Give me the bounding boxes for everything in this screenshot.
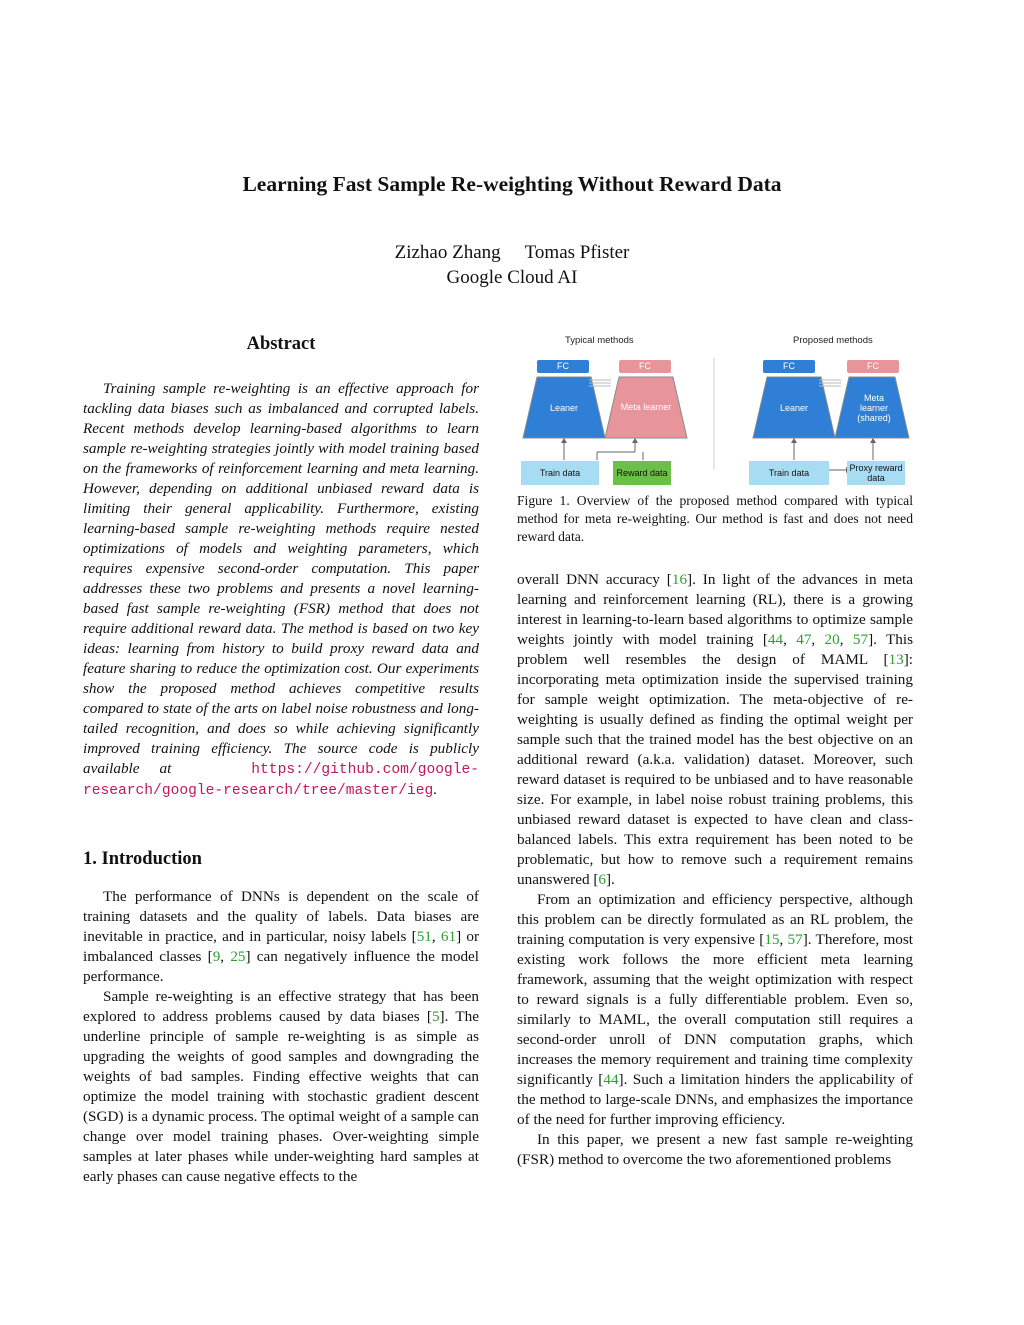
citation-link[interactable]: 61 bbox=[440, 928, 457, 945]
paragraph: overall DNN accuracy [16]. In light of the advances in meta learning and reinforcement learning (RL), there is a growing interest in learning-to-learn based algorithms to optimize sample weights jointly with model training [44, 47, 20, 57]. This problem well resembles the design of MAML [13]: incorporating meta optimization inside the supervised training for sample weight optimization. The meta-objective of re-weighting is usually defined as finding the optimal weight per sample such that the trained model has the best objective on an additional reward (a.k.a. validation) dataset. Moreover, such reward dataset is required to be unbiased and to have reasonable size. For example, in label noise robust training problems, this unbiased reward dataset is expected to have clean and class-balanced labels. This extra requirement has been noted to be problematic, but how to remove such a requirement remains unanswered [6]. bbox=[517, 571, 914, 888]
affiliation: Google Cloud AI bbox=[446, 267, 578, 288]
left-column bbox=[83, 332, 479, 1187]
train-data-box: Train data bbox=[521, 461, 599, 485]
typical-methods-label: Typical methods bbox=[565, 335, 634, 346]
paragraph: From an optimization and efficiency perspective, although this problem can be directly formulated as an RL problem, the training computation is very expensive [15, 57]. Therefore, most existing work follows the more efficient meta learning framework, assuming that the weight optimization with respect to reward signals is a fully differentiable problem. Even so, similarly to MAML, the overall computation still requires a second-order unroll of DNN computation graphs, which increases the memory requirement and training time complexity significantly [44]. Such a limitation hinders the applicability of the method to large-scale DNNs, and emphasizes the importance of the need for further improving efficiency. bbox=[517, 891, 914, 1128]
author-block bbox=[0, 240, 1024, 290]
citation-link[interactable]: 5 bbox=[431, 1008, 440, 1025]
citation-link[interactable]: 20 bbox=[824, 631, 840, 648]
citation-link[interactable]: 47 bbox=[796, 631, 812, 648]
paragraph: The performance of DNNs is dependent on the scale of training datasets and the quality of labels. Data biases are inevitable in practice, and in particular, noisy labels [51, 61] or imbalanced classes [9, 25] can negatively influence the model performance. bbox=[83, 888, 480, 985]
meta-learner-shared-label: Meta learner (shared) bbox=[857, 393, 891, 423]
citation-link[interactable]: 44 bbox=[767, 631, 784, 648]
figure-1 bbox=[517, 330, 913, 490]
citation-link[interactable]: 15 bbox=[764, 931, 780, 948]
train-data-box: Train data bbox=[749, 461, 829, 485]
fc-box: FC bbox=[619, 360, 671, 373]
citation-link[interactable]: 51 bbox=[416, 928, 432, 945]
reward-data-box: Reward data bbox=[613, 461, 671, 485]
citation-link[interactable]: 44 bbox=[603, 1071, 619, 1088]
citation-link[interactable]: 57 bbox=[852, 631, 869, 648]
proposed-methods-label: Proposed methods bbox=[793, 335, 873, 346]
citation-link[interactable]: 6 bbox=[598, 871, 606, 888]
leaner-label: Leaner bbox=[779, 403, 809, 413]
source-code-link[interactable]: https://github.com/google-research/google-research/tree/master/ieg bbox=[83, 762, 479, 799]
fc-box: FC bbox=[537, 360, 589, 373]
paper-title: Learning Fast Sample Re-weighting Without Reward Data bbox=[242, 172, 782, 196]
proxy-reward-data-box: Proxy reward data bbox=[847, 461, 905, 485]
paragraph: In this paper, we present a new fast sample re-weighting (FSR) method to overcome the two aforementioned problems bbox=[517, 1131, 913, 1168]
meta-learner-label: Meta learner bbox=[620, 402, 672, 412]
citation-link[interactable]: 13 bbox=[888, 651, 904, 668]
figure-caption: Figure 1. Overview of the proposed method compared with typical method for meta re-weighting. Our method is fast and does not need reward data. bbox=[517, 493, 913, 544]
citation-link[interactable]: 25 bbox=[230, 948, 246, 965]
citation-link[interactable]: 57 bbox=[787, 931, 803, 948]
author-name: Tomas Pfister bbox=[524, 242, 630, 263]
citation-link[interactable]: 9 bbox=[212, 948, 221, 965]
fc-box: FC bbox=[847, 360, 899, 373]
right-column bbox=[517, 570, 913, 1170]
author-name: Zizhao Zhang bbox=[394, 242, 501, 263]
leaner-label: Leaner bbox=[549, 403, 579, 413]
abstract-body: Training sample re-weighting is an effective approach for tackling data biases such as imbalanced and corrupted labels. Recent methods develop learning-based algorithms to learn sample re-weighting strategies jointly with model training based on the frameworks of reinforcement learning and meta learning. However, depending on additional unbiased reward data is limiting their general applicability. Furthermore, existing learning-based sample re-weighting methods require nested optimizations of models and weighting parameters, which requires expensive second-order computation. This paper addresses these two problems and presents a novel learning-based fast sample re-weighting (FSR) method that does not require additional reward data. The method is based on two key ideas: learning from history to build proxy reward data and feature sharing to reduce the optimization cost. Our experiments show the proposed method achieves competitive results compared to state of the arts on label noise robustness and long-tailed recognition, and does so while achieving significantly improved training efficiency. The source code is publicly available at bbox=[83, 380, 479, 777]
section-heading: 1. Introduction bbox=[83, 849, 202, 869]
paragraph: Sample re-weighting is an effective strategy that has been explored to address problems caused by data biases [5]. The underline principle of sample re-weighting is as simple as upgrading the weights of good samples and downgrading the weights of bad samples. Finding effective weights that can optimize the model training with stochastic gradient descent (SGD) is a dynamic process. The optimal weight of a sample can change over model training phases. Over-weighting simple samples at later phases while under-weighting hard samples at early phases can cause negative effects to the bbox=[83, 988, 479, 1185]
abstract-heading: Abstract bbox=[246, 334, 316, 354]
abstract-text: Training sample re-weighting is an effective approach for tackling data biases such as imbalanced and corrupted labels. Recent methods develop learning-based algorithms to learn sample re-weighting strategies jointly with model training based on the frameworks of reinforcement learning and meta learning. However, depending on additional unbiased reward data is limiting their general applicability. Furthermore, existing learning-based sample re-weighting methods require nested optimizations of models and weighting parameters, which requires expensive second-order computation. This paper addresses these two problems and presents a novel learning-based fast sample re-weighting (FSR) method that does not require additional reward data. The method is based on two key ideas: learning from history to build proxy reward data and feature sharing to reduce the optimization cost. Our experiments show the proposed method achieves competitive results compared to state of the arts on label noise robustness and long-tailed recognition, and does so while achieving significantly improved training efficiency. The source code is publicly available at https://github.com/google-research/google-research/tree/master/ieg. bbox=[83, 380, 479, 799]
citation-link[interactable]: 16 bbox=[671, 571, 688, 588]
fc-box: FC bbox=[763, 360, 815, 373]
